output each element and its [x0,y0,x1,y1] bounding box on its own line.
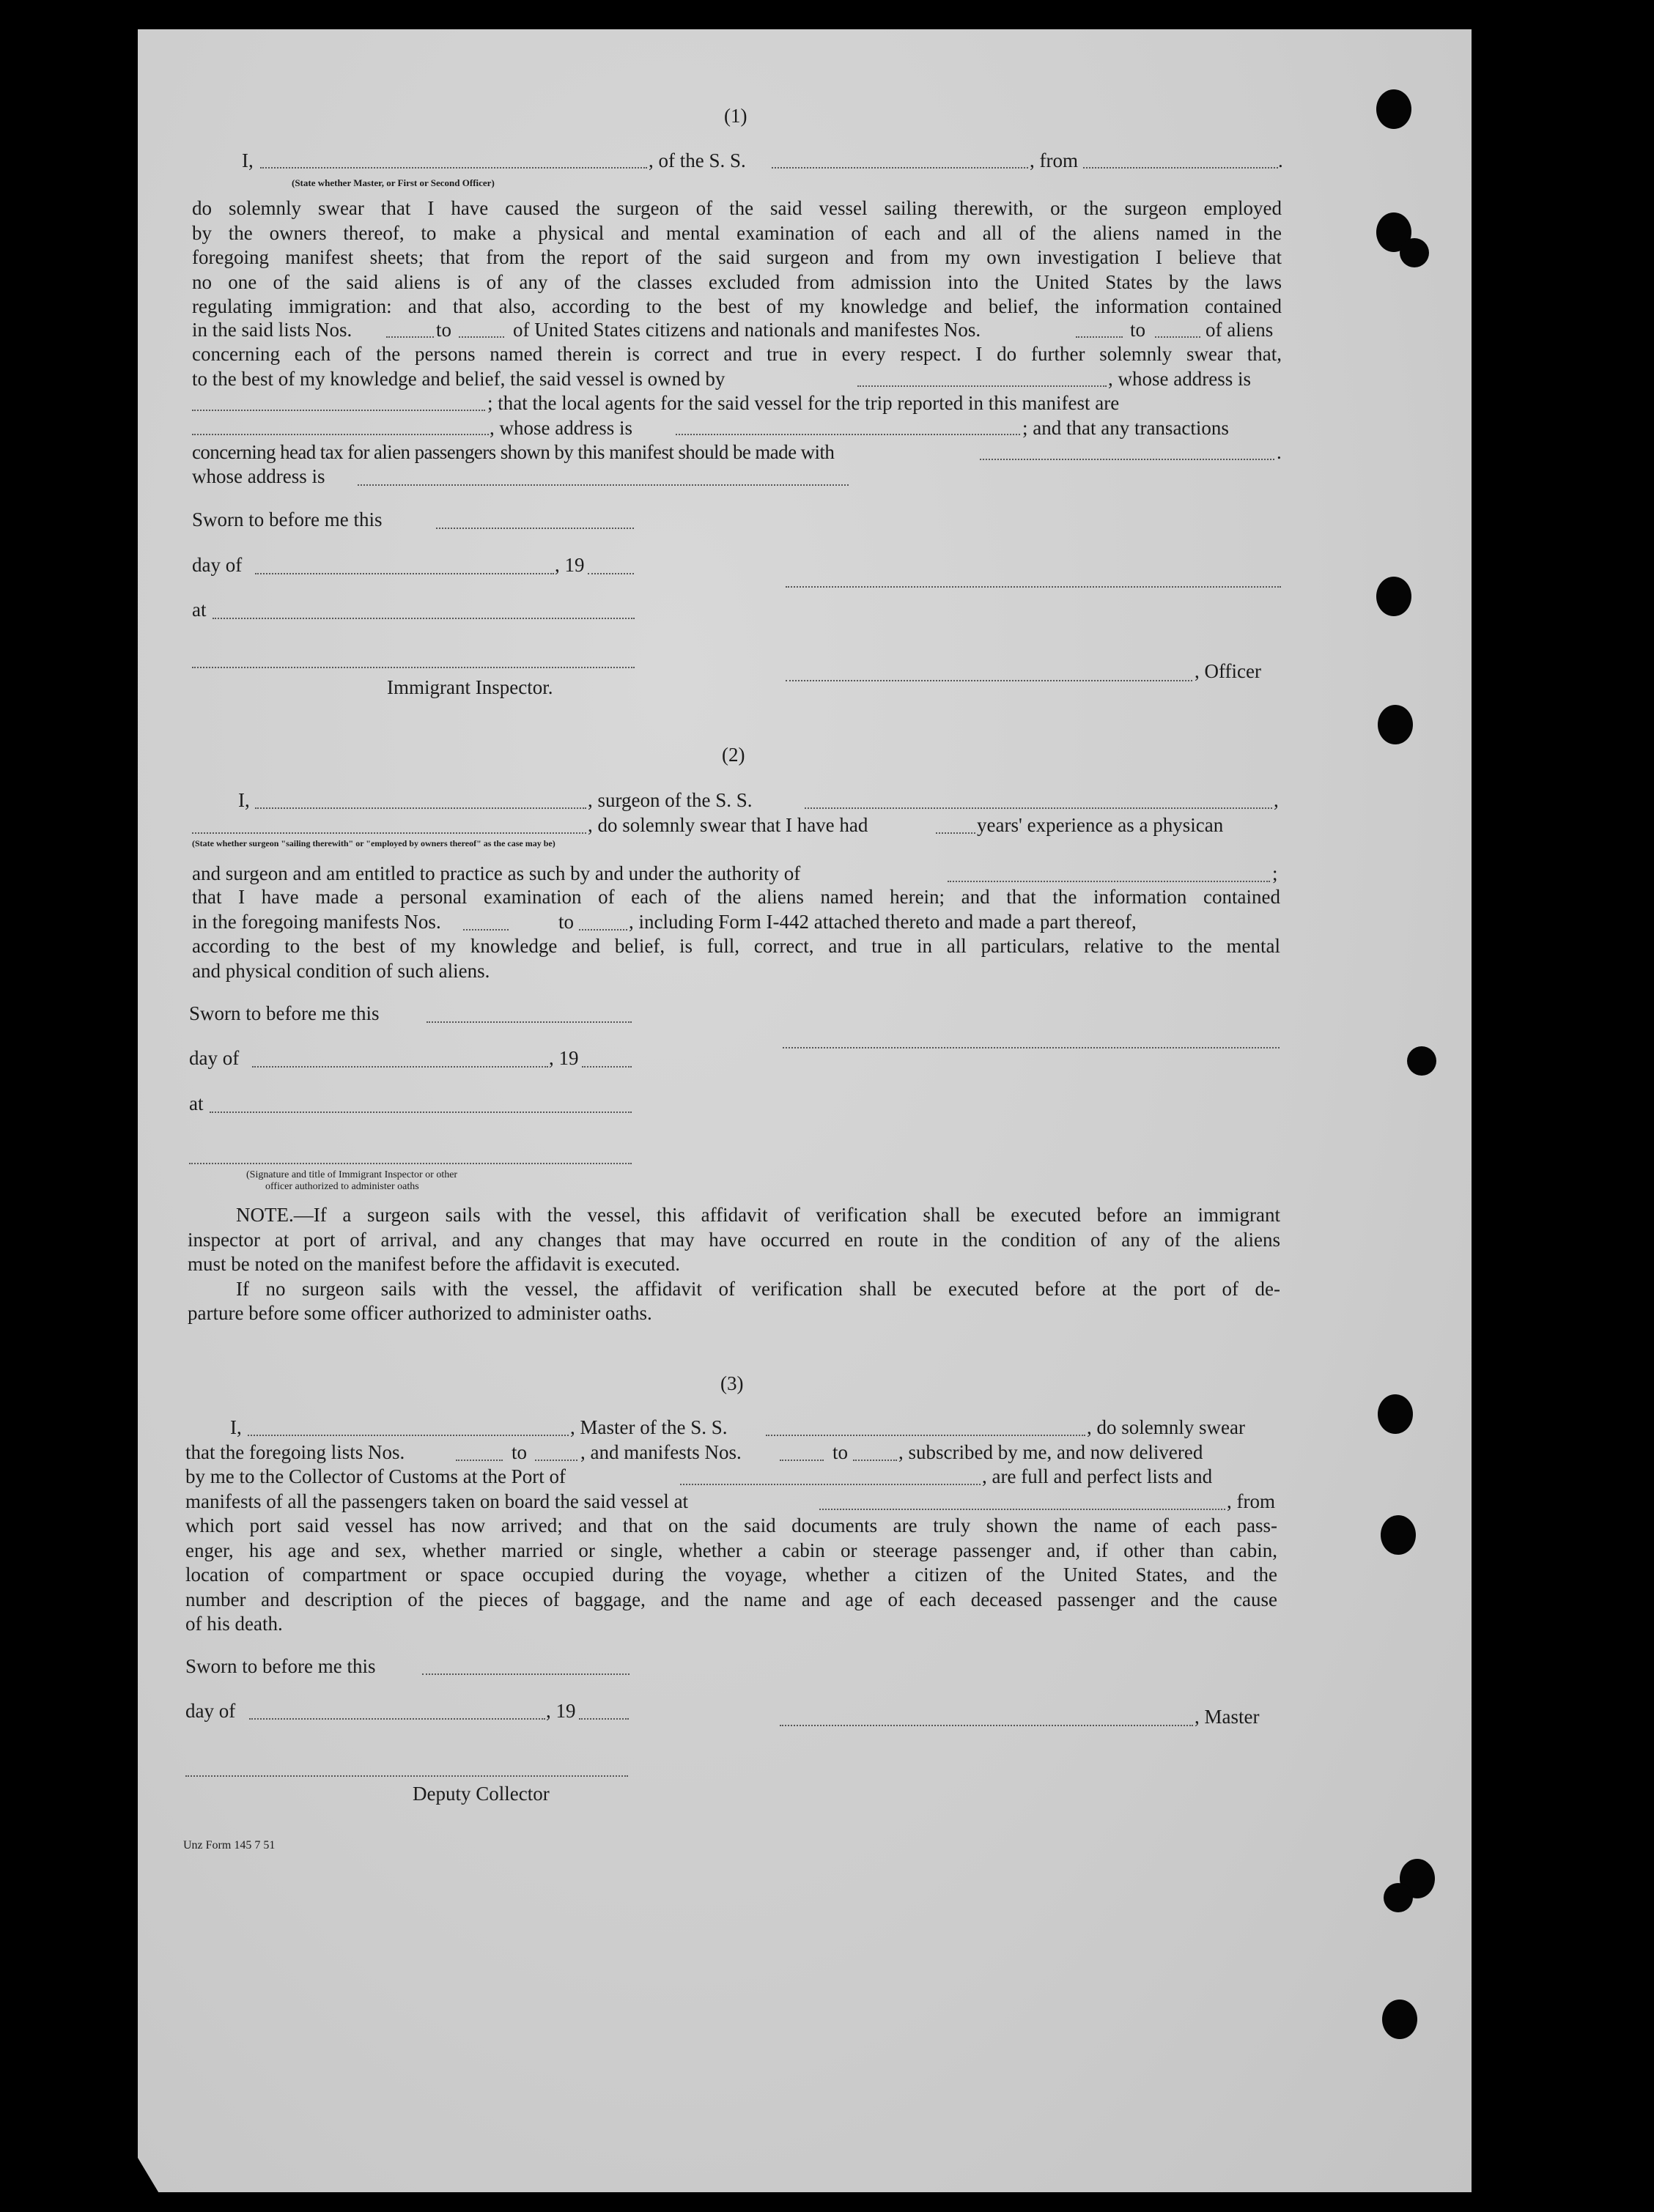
s3-line2c: , and manifests Nos. [580,1441,742,1463]
binder-hole [1376,577,1411,616]
note-line: parture before some officer authorized to administer oaths. [188,1302,652,1324]
binder-hole [1384,1883,1413,1912]
s3-boarded-at-blank[interactable] [819,1509,1225,1510]
note-line: inspector at port of arrival, and any changes that may have occurred en route in the condition of any of the aliens [188,1228,1280,1251]
s2-line2a: , do solemnly swear that I have had [588,814,868,836]
s2-dayof: day of [189,1047,240,1069]
s2-year-blank[interactable] [582,1066,632,1068]
s1-label-from: , from [1030,149,1078,171]
s2-line: according to the best of my knowledge and belief, is full, correct, and true in all particulars, relative to the mental [192,935,1280,957]
s2-type-blank[interactable] [192,832,586,834]
s3-nineteen: , 19 [546,1700,576,1722]
s2-line5b: to [558,911,575,933]
s1-officer-note: (State whether Master, or First or Second Officer) [292,177,495,188]
s1-nineteen: , 19 [555,554,585,576]
s1-owner-address-blank[interactable] [192,410,485,411]
s2-line3-end: ; [1272,862,1278,884]
s3-dayof: day of [185,1700,236,1722]
binder-hole [1407,1046,1436,1076]
note-line: must be noted on the manifest before the affidavit is executed. [188,1253,681,1275]
s3-deputy-line[interactable] [185,1775,628,1777]
s3-port-blank[interactable] [680,1484,981,1485]
s1-line11: concerning head tax for alien passengers shown by this manifest should be made with [192,441,835,463]
s3-day-blank[interactable] [249,1718,545,1720]
s2-line5a: in the foregoing manifests Nos. [192,911,441,933]
s1-line10a: , whose address is [490,417,632,439]
s2-years-blank[interactable] [936,832,975,834]
s1-line6b: to [436,319,452,341]
s1-agents-blank[interactable] [192,434,489,435]
section-3-number: (3) [720,1372,744,1394]
s1-line9: ; that the local agents for the said vessel for the trip reported in this manifest are [487,392,1120,414]
s3-paragraph [185,1514,1277,1637]
s1-line8a: to the best of my knowledge and belief, the said vessel is owned by [192,368,726,390]
s1-line8b: , whose address is [1108,368,1251,390]
s1-signature-line[interactable] [786,586,1281,588]
s1-line6a: in the said lists Nos. [192,319,352,341]
s1-line: regulating immigration: and that also, according to the best of my knowledge and belief, the information contained [192,295,1282,317]
s2-signature-line[interactable] [783,1047,1280,1048]
binder-hole [1378,1394,1413,1434]
s3-label-i: I, [230,1416,242,1438]
s2-label-i: I, [238,789,250,811]
s1-line: no one of the said aliens is of any of the classes excluded from admission into the United States by the laws [192,270,1282,293]
s1-name-blank[interactable] [260,167,647,169]
s3-name-blank[interactable] [248,1435,569,1436]
s3-line2a: that the foregoing lists Nos. [185,1441,405,1463]
s1-sworn-blank[interactable] [436,528,634,529]
s1-day-blank[interactable] [255,573,554,574]
binder-hole [1378,705,1413,744]
s2-authority-blank[interactable] [948,881,1270,882]
folded-corner [138,2158,160,2194]
s2-nineteen: , 19 [549,1047,579,1069]
s3-line: location of compartment or space occupied during the voyage, whether a citizen of the United States, and the [185,1564,1277,1586]
s2-at-blank[interactable] [210,1111,632,1113]
s1-inspector: Immigrant Inspector. [387,676,553,698]
s1-at-blank[interactable] [213,618,635,619]
s1-line6d: to [1130,319,1146,341]
s1-line12: whose address is [192,465,325,487]
s3-manifests-to-blank[interactable] [853,1460,897,1461]
s3-lists-from-blank[interactable] [456,1460,503,1461]
s1-officer: , Officer [1195,660,1261,682]
binder-hole [1381,1515,1416,1555]
s1-headtax-address-blank[interactable] [358,484,849,486]
s2-line4-wrap [192,885,1280,910]
s3-vessel-blank[interactable] [766,1435,1085,1436]
s1-paragraph [192,196,1282,319]
s3-deputy: Deputy Collector [413,1783,550,1805]
s1-owner-blank[interactable] [857,385,1107,387]
s3-sworn-blank[interactable] [422,1673,630,1675]
binder-hole [1376,89,1411,129]
s1-lists-to-blank[interactable] [459,336,504,338]
s3-label-ss: , Master of the S. S. [570,1416,728,1438]
s3-master: , Master [1195,1706,1260,1728]
s1-officer-line[interactable] [786,680,1192,681]
section-1-number: (1) [724,105,747,127]
s3-master-line[interactable] [780,1725,1193,1726]
s1-dayof: day of [192,554,243,576]
section-2-number: (2) [722,744,745,766]
s2-comma: , [1274,789,1279,811]
s3-line: number and description of the pieces of baggage, and the name and age of each deceased passenger and the cause [185,1588,1277,1610]
s1-line11-period: . [1277,441,1282,463]
s1-line: concerning each of the persons named therein is correct and true in every respect. I do further solemnly swear that, [192,343,1282,365]
s2-sworn-blank[interactable] [427,1021,632,1023]
s3-sworn: Sworn to before me this [185,1655,376,1677]
s3-line: enger, his age and sex, whether married or single, whether a cabin or steerage passenger and, if other than cabin, [185,1539,1277,1561]
s1-manifests-from-blank[interactable] [1076,336,1123,338]
s2-sworn: Sworn to before me this [189,1002,380,1024]
s3-lists-to-blank[interactable] [535,1460,577,1461]
s1-from-blank[interactable] [1083,167,1278,169]
note-line: NOTE.—If a surgeon sails with the vessel, this affidavit of verification shall be executed before an immigrant [236,1204,1280,1226]
s2-tail [192,934,1280,983]
s1-line10b: ; and that any transactions [1022,417,1229,439]
s1-sworn: Sworn to before me this [192,508,383,530]
s2-line2b: years' experience as a physican [977,814,1224,836]
s1-line: do solemnly swear that I have caused the surgeon of the said vessel sailing therewith, or the surgeon employed [192,197,1282,219]
s2-sig-caption-1: (Signature and title of Immigrant Inspector or other [246,1169,458,1180]
s3-line: which port said vessel has now arrived; and that on the said documents are truly shown the name of each pass- [185,1514,1277,1536]
s1-inspector-line[interactable] [192,667,635,668]
s2-name-blank[interactable] [255,807,586,809]
s2-vessel-blank[interactable] [805,807,1272,809]
s2-manifests-from-blank[interactable] [463,929,509,931]
s1-line6c: of United States citizens and nationals and manifestes Nos. [513,319,981,341]
s3-manifests-from-blank[interactable] [780,1460,824,1461]
s1-agents-address-blank[interactable] [676,434,1020,435]
s2-line3: and surgeon and am entitled to practice as such by and under the authority of [192,862,801,884]
note-line: If no surgeon sails with the vessel, the affidavit of verification shall be executed before at the port of de- [236,1277,1280,1300]
s1-label-i: I, [242,149,254,171]
s2-day-blank[interactable] [252,1066,548,1068]
s2-sig-caption-2: officer authorized to administer oaths [265,1181,419,1192]
s2-inspector-line[interactable] [189,1163,632,1164]
s1-lists-from-blank[interactable] [386,336,434,338]
s1-line6e: of aliens [1206,319,1274,341]
s3-label-swear: , do solemnly swear [1087,1416,1245,1438]
s2-line: that I have made a personal examination of each of the aliens named herein; and that the information contained [192,886,1280,908]
s1-year-blank[interactable] [588,573,634,574]
binder-hole [1400,238,1429,267]
s2-surgeon-note: (State whether surgeon "sailing therewith" or "employed by owners thereof" as the case may be) [192,838,555,848]
s2-manifests-to-blank[interactable] [579,929,627,931]
s3-line2b: to [512,1441,528,1463]
s3-line: of his death. [185,1613,283,1635]
s3-line2e: , subscribed by me, and now delivered [898,1441,1203,1463]
s3-line4b: , from [1227,1490,1275,1512]
binder-hole [1382,2000,1417,2039]
s2-line: and physical condition of such aliens. [192,959,490,982]
s1-manifests-to-blank[interactable] [1155,336,1200,338]
s3-line3a: by me to the Collector of Customs at the Port of [185,1465,566,1487]
s1-period: . [1278,149,1283,171]
s2-at: at [189,1092,204,1114]
s3-line4a: manifests of all the passengers taken on board the said vessel at [185,1490,689,1512]
note-paragraph [188,1203,1280,1326]
s2-line5c: , including Form I-442 attached thereto and made a part thereof, [629,911,1137,933]
s1-vessel-blank[interactable] [772,167,1028,169]
s1-line: by the owners thereof, to make a physical and mental examination of each and all of the aliens named in the [192,221,1282,244]
form-number: Unz Form 145 7 51 [183,1839,276,1852]
s1-at: at [192,599,207,621]
s3-year-blank[interactable] [579,1718,629,1720]
s1-line7-wrap [192,342,1282,367]
s1-line: foregoing manifest sheets; that from the report of the said surgeon and from my own investigation I believe that [192,246,1282,268]
s3-line3b: , are full and perfect lists and [982,1465,1213,1487]
s3-line2d: to [832,1441,849,1463]
s1-headtax-blank[interactable] [980,459,1274,460]
s2-label-ss: , surgeon of the S. S. [588,789,753,811]
s1-label-ss: , of the S. S. [649,149,746,171]
